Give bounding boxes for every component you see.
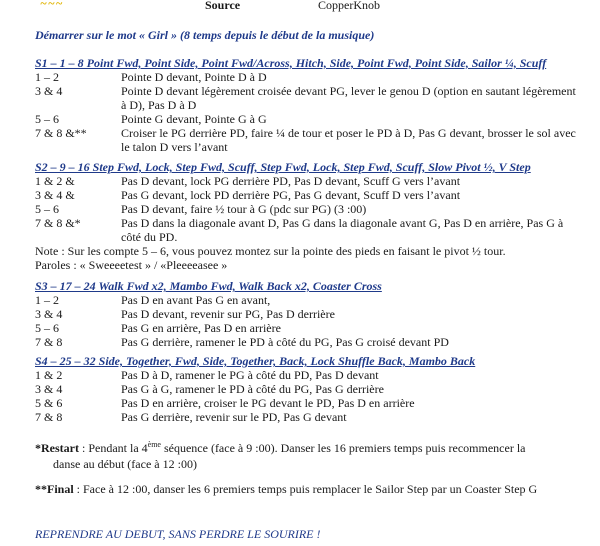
step-row — [35, 335, 580, 349]
lyrics: Paroles : « Sweeeetest » / «Pleeeeasee » — [35, 258, 228, 272]
step-row — [35, 321, 580, 335]
step-count: 7 & 8 — [35, 410, 63, 424]
step-text: Pas G devant, lock PD derrière PG, Pas G devant, Scuff D vers l’avant — [121, 188, 461, 202]
step-row — [35, 307, 580, 321]
restart-text-before: : Pendant la 4 — [78, 441, 148, 455]
step-text: Pas D devant, revenir sur PG, Pas D derrière — [121, 307, 335, 321]
step-text: Pas D à D, ramener le PG à côté du PD, Pas D devant — [121, 368, 379, 382]
section-title: S1 – 1 – 8 Point Fwd, Point Side, Point Fwd/Across, Hitch, Side, Point Fwd, Point Side, Sailor ¼, Scuff — [35, 56, 547, 70]
section-1 — [35, 56, 580, 154]
step-row — [35, 188, 580, 202]
step-count: 5 – 6 — [35, 321, 59, 335]
note: Note : Sur les compte 5 – 6, vous pouvez montez sur la pointe des pieds en faisant le pivot ½ tour. — [35, 244, 506, 258]
step-count: 1 – 2 — [35, 70, 59, 84]
intro-line: Démarrer sur le mot « Girl » (8 temps depuis le début de la musique) — [35, 28, 375, 42]
step-text: Pas G à G, ramener le PD à côté du PG, Pas G derrière — [121, 382, 384, 396]
step-text: Pointe G devant, Pointe G à G — [121, 112, 267, 126]
step-count: 1 & 2 — [35, 368, 63, 382]
restart-label: *Restart — [35, 441, 79, 455]
step-text: Croiser le PG derrière PD, faire ¼ de tour et poser le PD à D, Pas G devant, brosser le sol avec le talon D vers l’avant — [121, 126, 576, 154]
final-note — [35, 481, 537, 497]
section-title: S4 – 25 – 32 Side, Together, Fwd, Side, Together, Back, Lock Shuffle Back, Mambo Back — [35, 354, 476, 368]
step-text: Pointe D devant, Pointe D à D — [121, 70, 267, 84]
step-count: 3 & 4 — [35, 382, 63, 396]
step-row — [35, 174, 580, 188]
step-count: 1 – 2 — [35, 293, 59, 307]
restart-sup: ème — [147, 440, 161, 449]
step-count: 7 & 8 — [35, 335, 63, 349]
restart-text-after: séquence (face à 9 :00). Danser les 16 premiers temps puis recommencer la — [160, 441, 526, 455]
step-count: 1 & 2 & — [35, 174, 75, 188]
step-text: Pas D en arrière, croiser le PG devant le PD, Pas D en arrière — [121, 396, 415, 410]
step-count: 5 – 6 — [35, 112, 59, 126]
step-row — [35, 126, 580, 154]
section-4 — [35, 354, 580, 424]
step-row — [35, 202, 580, 216]
logo-fragment: ~~~ — [40, 0, 64, 10]
step-text: Pas D en avant Pas G en avant, — [121, 293, 271, 307]
step-row — [35, 293, 580, 307]
step-text: Pointe D devant légèrement croisée devant PG, lever le genou D (option en sautant légèrement à D), Pas D à D — [121, 84, 576, 112]
step-count: 5 – 6 — [35, 202, 59, 216]
restart-line2: danse au début (face à 12 :00) — [53, 457, 197, 471]
step-row — [35, 368, 580, 382]
step-text: Pas D dans la diagonale avant D, Pas G dans la diagonale avant G, Pas D en arrière, Pas G à côté du PD. — [121, 216, 564, 244]
section-title: S2 – 9 – 16 Step Fwd, Lock, Step Fwd, Scuff, Step Fwd, Lock, Step Fwd, Scuff, Slow Pivot ½, V Step — [35, 160, 531, 174]
step-row — [35, 382, 580, 396]
step-count: 5 & 6 — [35, 396, 63, 410]
step-row — [35, 84, 580, 112]
step-count: 3 & 4 — [35, 84, 63, 98]
section-title: S3 – 17 – 24 Walk Fwd x2, Mambo Fwd, Walk Back x2, Coaster Cross — [35, 279, 382, 293]
source-label: Source — [205, 0, 241, 12]
step-text: Pas G en arrière, Pas D en arrière — [121, 321, 281, 335]
step-count: 7 & 8 &* — [35, 216, 81, 230]
step-row — [35, 396, 580, 410]
step-row — [35, 410, 580, 424]
closing-line: REPRENDRE AU DEBUT, SANS PERDRE LE SOURIRE ! — [35, 527, 321, 541]
step-count: 3 & 4 — [35, 307, 63, 321]
step-row — [35, 216, 580, 244]
restart-note — [35, 437, 573, 472]
step-row — [35, 70, 580, 84]
final-label: **Final — [35, 482, 74, 496]
step-text: Pas D devant, faire ½ tour à G (pdc sur PG) (3 :00) — [121, 202, 367, 216]
step-row — [35, 112, 580, 126]
final-text: : Face à 12 :00, danser les 6 premiers temps puis remplacer le Sailor Step par un Coaster Step G — [73, 482, 538, 496]
section-3 — [35, 279, 580, 349]
step-text: Pas G derrière, revenir sur le PD, Pas G devant — [121, 410, 347, 424]
step-count: 3 & 4 & — [35, 188, 75, 202]
step-text: Pas D devant, lock PG derrière PD, Pas D devant, Scuff G vers l’avant — [121, 174, 461, 188]
section-2 — [35, 160, 580, 272]
step-count: 7 & 8 &** — [35, 126, 87, 140]
source-value: CopperKnob — [318, 0, 380, 12]
step-text: Pas G derrière, ramener le PD à côté du PG, Pas G croisé devant PD — [121, 335, 449, 349]
